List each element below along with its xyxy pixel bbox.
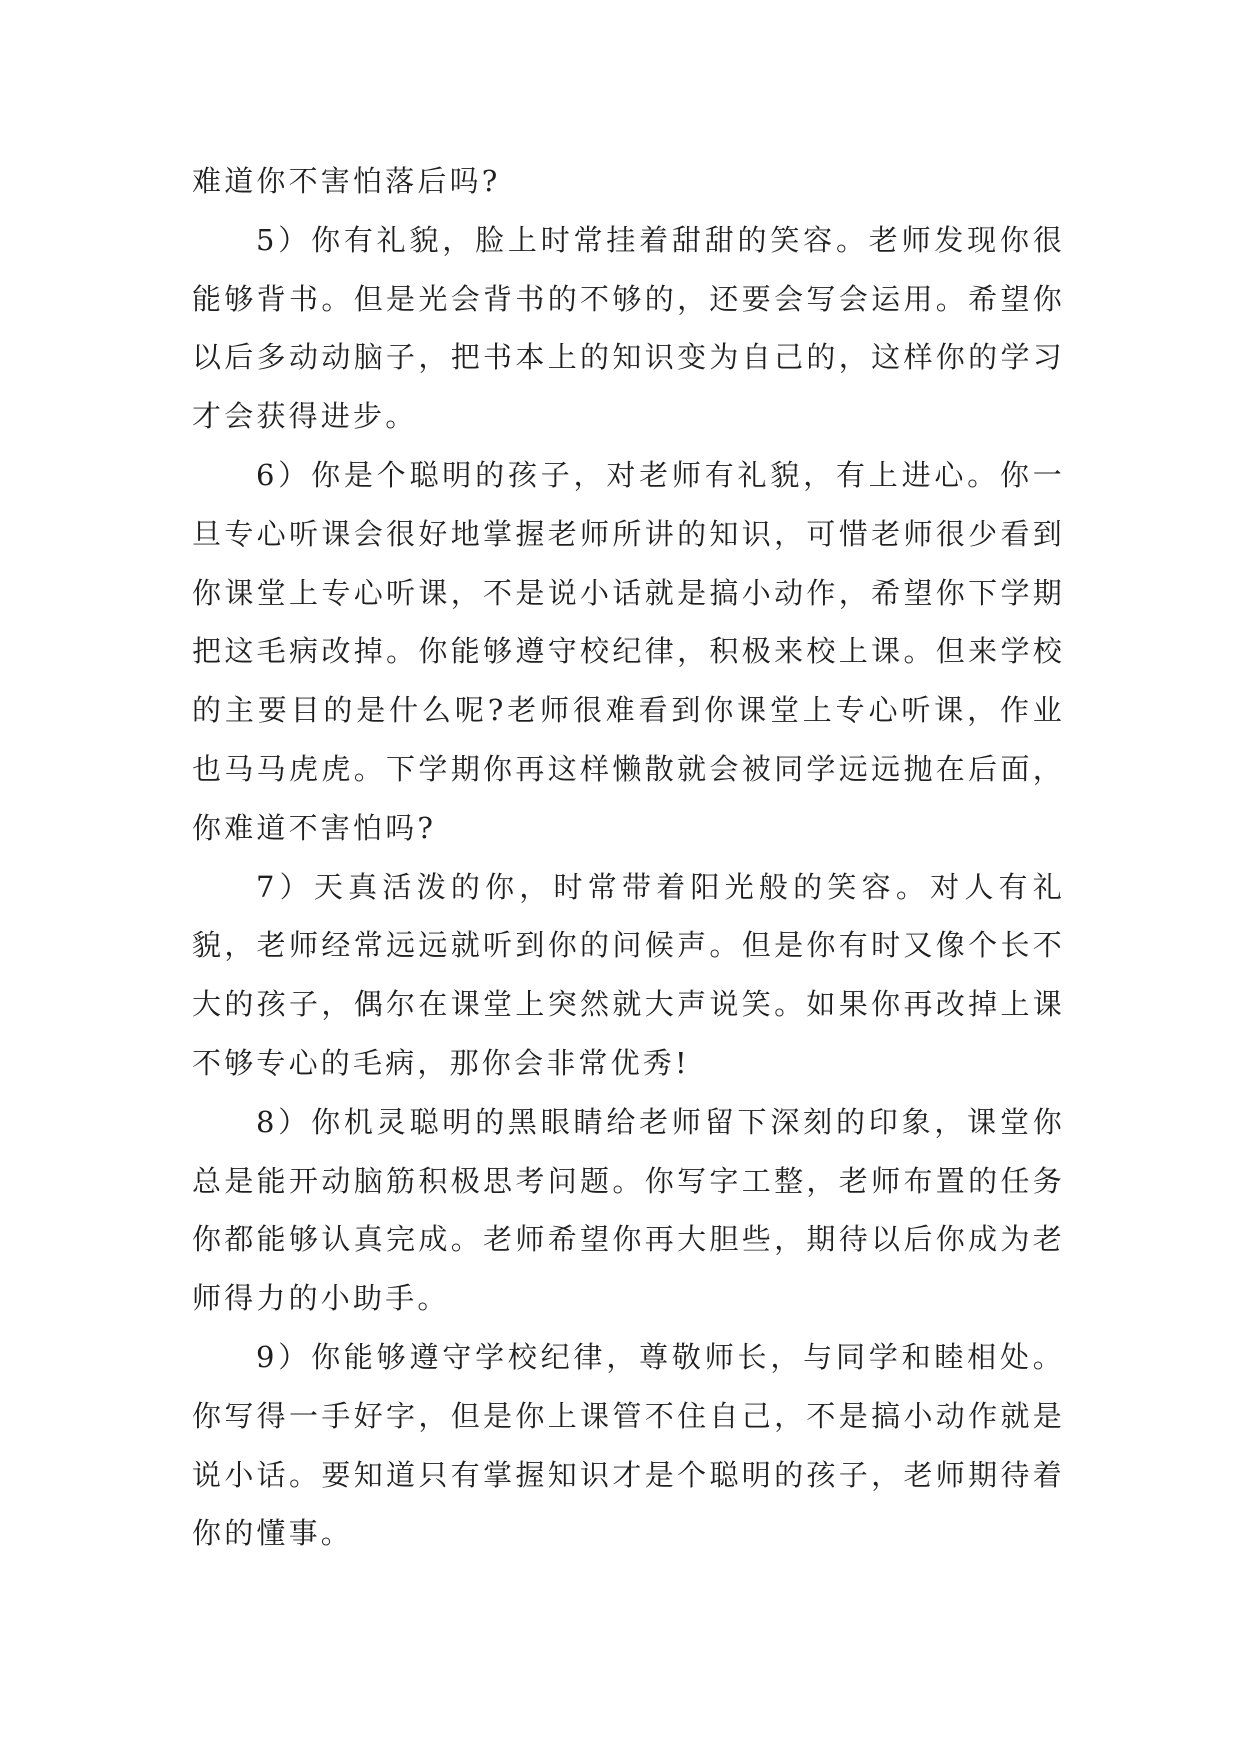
paragraph-continuation: 难道你不害怕落后吗? (192, 164, 501, 198)
paragraph-comment-7: 7）天真活泼的你，时常带着阳光般的笑容。对人有礼貌，老师经常远远就听到你的问候声。但是你有时又像个长不大的孩子，偶尔在课堂上突然就大声说笑。如果你再改掉上课不够专心的毛病，那你会非常优秀! (192, 869, 1065, 1080)
paragraph-comment-5: 5）你有礼貌，脸上时常挂着甜甜的笑容。老师发现你很能够背书。但是光会背书的不够的，还要会写会运用。希望你以后多动动脑子，把书本上的知识变为自己的，这样你的学习才会获得进步。 (192, 222, 1065, 434)
document-body (192, 152, 1065, 1563)
paragraph-comment-8: 8）你机灵聪明的黑眼睛给老师留下深刻的印象，课堂你总是能开动脑筋积极思考问题。你写字工整，老师布置的任务你都能够认真完成。老师希望你再大胆些，期待以后你成为老师得力的小助手。 (192, 1104, 1065, 1316)
paragraph-comment-9: 9）你能够遵守学校纪律，尊敬师长，与同学和睦相处。你写得一手好字，但是你上课管不住自己，不是搞小动作就是说小话。要知道只有掌握知识才是个聪明的孩子，老师期待着你的懂事。 (192, 1339, 1065, 1551)
paragraph-comment-6: 6）你是个聪明的孩子，对老师有礼貌，有上进心。你一旦专心听课会很好地掌握老师所讲的知识，可惜老师很少看到你课堂上专心听课，不是说小话就是搞小动作，希望你下学期把这毛病改掉。你能够遵守校纪律，积极来校上课。但来学校的主要目的是什么呢?老师很难看到你课堂上专心听课，作业也马马虎虎。下学期你再这样懒散就会被同学远远抛在后面，你难道不害怕吗? (192, 457, 1065, 845)
